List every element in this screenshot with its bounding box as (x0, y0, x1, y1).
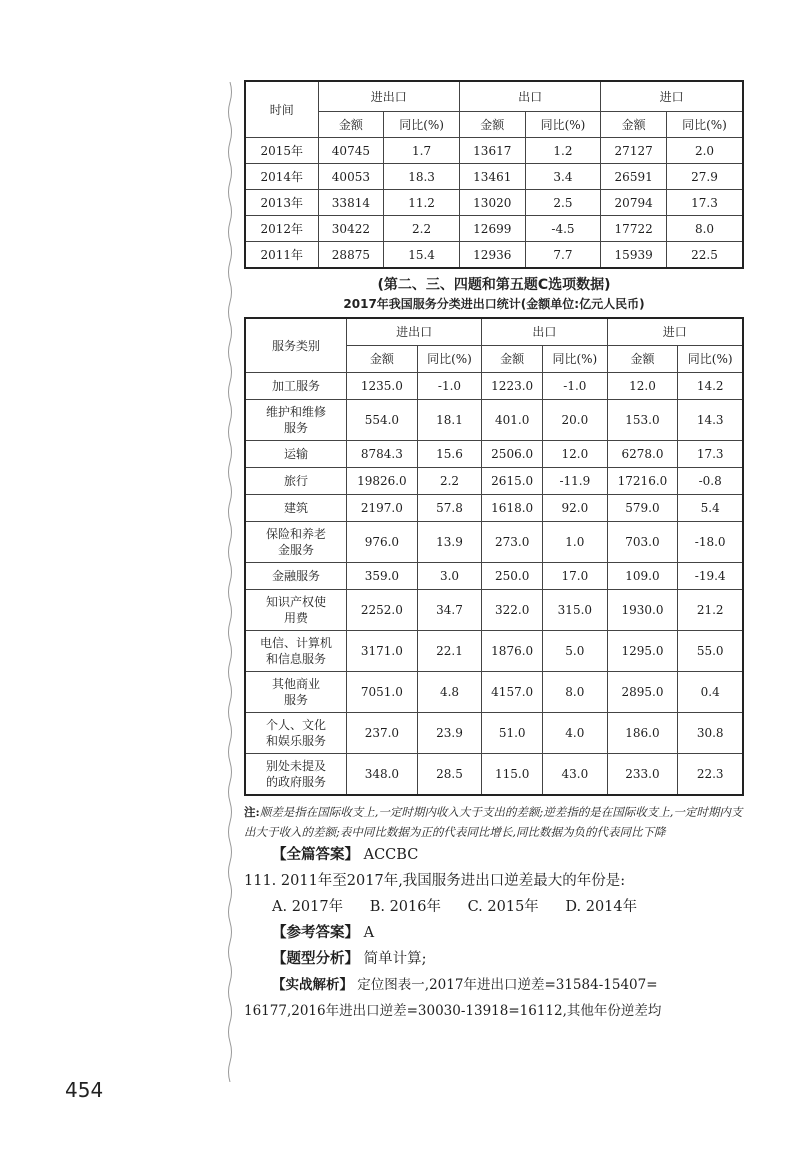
category-header: 服务类别 (245, 318, 347, 373)
group-header-import: 进口 (601, 81, 743, 112)
table-row (245, 522, 743, 563)
table-row (245, 400, 743, 441)
value-cell: 12.0 (607, 373, 678, 400)
value-cell: 6278.0 (607, 441, 678, 468)
value-cell: 2506.0 (482, 441, 543, 468)
value-cell: 14.2 (678, 373, 743, 400)
value-cell: 109.0 (607, 563, 678, 590)
value-cell: 19826.0 (347, 468, 418, 495)
page-number: 454 (65, 1078, 104, 1102)
category-name-part: 建筑 (283, 501, 308, 515)
table-row (245, 713, 743, 754)
value-cell: 2.2 (384, 216, 460, 242)
category-name-part: 电信、计算机 (259, 636, 332, 650)
sub-header: 同比(%) (525, 112, 601, 138)
value-cell: 2252.0 (347, 590, 418, 631)
service-table-body (245, 373, 743, 796)
value-cell: 233.0 (607, 754, 678, 796)
value-cell: 12.0 (543, 441, 607, 468)
value-cell: 186.0 (607, 713, 678, 754)
option-b: B. 2016年 (369, 899, 441, 915)
category-name-part: 和娱乐服务 (265, 734, 326, 748)
value-cell: 17.3 (678, 441, 743, 468)
value-cell: 27.9 (666, 164, 743, 190)
value-cell: 8.0 (666, 216, 743, 242)
full-answer (244, 842, 744, 868)
value-cell: 13617 (459, 138, 525, 164)
category-cell (245, 672, 347, 713)
category-name-part: 旅行 (283, 474, 308, 488)
value-cell: 1.7 (384, 138, 460, 164)
table-row (245, 754, 743, 796)
sub-header: 金额 (601, 112, 667, 138)
group-header-import: 进口 (607, 318, 743, 346)
category-name-part: 维护和维修 (265, 405, 326, 419)
value-cell: 22.5 (666, 242, 743, 269)
question-options (244, 894, 744, 920)
value-cell: 0.4 (678, 672, 743, 713)
value-cell: 12699 (459, 216, 525, 242)
trade-table-body (245, 138, 743, 269)
year-cell: 2015年 (245, 138, 318, 164)
value-cell: -1.0 (417, 373, 481, 400)
value-cell: 1.2 (525, 138, 601, 164)
value-cell: 13020 (459, 190, 525, 216)
category-name-part: 金融服务 (271, 569, 320, 583)
value-cell: 11.2 (384, 190, 460, 216)
table-row (245, 672, 743, 713)
option-c: C. 2015年 (467, 899, 539, 915)
value-cell: -1.0 (543, 373, 607, 400)
value-cell: 1295.0 (607, 631, 678, 672)
value-cell: 1930.0 (607, 590, 678, 631)
table-row (245, 590, 743, 631)
sub-header: 同比(%) (384, 112, 460, 138)
reference-answer-label: 【参考答案】 (272, 925, 359, 941)
table-row (245, 216, 743, 242)
category-cell (245, 468, 347, 495)
value-cell: 30.8 (678, 713, 743, 754)
category-cell (245, 590, 347, 631)
value-cell: 7051.0 (347, 672, 418, 713)
page-content (244, 80, 744, 1024)
value-cell: 153.0 (607, 400, 678, 441)
category-name-part: 服务 (283, 421, 308, 435)
sub-header: 同比(%) (417, 346, 481, 373)
sub-header: 同比(%) (678, 346, 743, 373)
group-header-export: 出口 (459, 81, 600, 112)
value-cell: 1235.0 (347, 373, 418, 400)
group-header-export: 出口 (482, 318, 607, 346)
margin-decorative-line (226, 82, 234, 1082)
value-cell: 15.4 (384, 242, 460, 269)
sub-header: 金额 (318, 112, 384, 138)
value-cell: 4.8 (417, 672, 481, 713)
value-cell: -0.8 (678, 468, 743, 495)
group-header-total: 进出口 (347, 318, 482, 346)
question-type-label: 【题型分析】 (272, 951, 359, 967)
value-cell: 273.0 (482, 522, 543, 563)
value-cell: 359.0 (347, 563, 418, 590)
value-cell: 13.9 (417, 522, 481, 563)
group-header-total: 进出口 (318, 81, 459, 112)
value-cell: 1618.0 (482, 495, 543, 522)
category-name-part: 加工服务 (271, 379, 320, 393)
category-cell (245, 400, 347, 441)
value-cell: 23.9 (417, 713, 481, 754)
category-name-part: 和信息服务 (265, 652, 326, 666)
category-cell (245, 713, 347, 754)
table-row (245, 631, 743, 672)
value-cell: 8.0 (543, 672, 607, 713)
question-type-value: 简单计算; (363, 951, 427, 967)
category-cell (245, 441, 347, 468)
value-cell: 115.0 (482, 754, 543, 796)
time-header: 时间 (245, 81, 318, 138)
value-cell: 57.8 (417, 495, 481, 522)
value-cell: 12936 (459, 242, 525, 269)
category-name-part: 服务 (283, 693, 308, 707)
value-cell: 976.0 (347, 522, 418, 563)
value-cell: 2895.0 (607, 672, 678, 713)
analysis-label: 【实战解析】 (272, 977, 353, 993)
value-cell: 51.0 (482, 713, 543, 754)
category-cell (245, 754, 347, 796)
value-cell: 5.0 (543, 631, 607, 672)
value-cell: 348.0 (347, 754, 418, 796)
note-text: 顺差是指在国际收支上,一定时期内收入大于支出的差额;逆差指的是在国际收支上,一定时期内支出大于收入的差额;表中同比数据为正的代表同比增长,同比数据为负的代表同比下降 (244, 805, 743, 839)
value-cell: -19.4 (678, 563, 743, 590)
value-cell: 250.0 (482, 563, 543, 590)
value-cell: 22.1 (417, 631, 481, 672)
value-cell: 27127 (601, 138, 667, 164)
analysis-line-2: 16177,2016年进出口逆差=30030-13918=16112,其他年份逆差均 (244, 1003, 662, 1019)
category-cell (245, 631, 347, 672)
table-row (245, 495, 743, 522)
value-cell: 26591 (601, 164, 667, 190)
table-title: 2017年我国服务分类进出口统计(金额单位:亿元人民币) (343, 297, 645, 311)
option-a: A. 2017年 (272, 899, 344, 915)
sub-header: 金额 (347, 346, 418, 373)
value-cell: 17.0 (543, 563, 607, 590)
table-row (245, 164, 743, 190)
value-cell: 703.0 (607, 522, 678, 563)
table-note-caption: (第二、三、四题和第五题C选项数据) (377, 277, 611, 293)
value-cell: 17.3 (666, 190, 743, 216)
category-cell (245, 373, 347, 400)
value-cell: 579.0 (607, 495, 678, 522)
value-cell: 7.7 (525, 242, 601, 269)
value-cell: 1223.0 (482, 373, 543, 400)
value-cell: 5.4 (678, 495, 743, 522)
value-cell: 15.6 (417, 441, 481, 468)
table-row (245, 242, 743, 269)
table-row (245, 563, 743, 590)
value-cell: 21.2 (678, 590, 743, 631)
value-cell: 13461 (459, 164, 525, 190)
value-cell: 28.5 (417, 754, 481, 796)
value-cell: 17216.0 (607, 468, 678, 495)
year-cell: 2011年 (245, 242, 318, 269)
value-cell: 40745 (318, 138, 384, 164)
value-cell: -18.0 (678, 522, 743, 563)
value-cell: 18.3 (384, 164, 460, 190)
analysis-text-1: 定位图表一,2017年进出口逆差=31584-15407= (357, 977, 658, 993)
value-cell: 2.0 (666, 138, 743, 164)
sub-header: 金额 (482, 346, 543, 373)
table-row (245, 468, 743, 495)
category-cell (245, 563, 347, 590)
year-cell: 2012年 (245, 216, 318, 242)
category-name-part: 金服务 (277, 543, 314, 557)
table-row (245, 441, 743, 468)
sub-header: 金额 (459, 112, 525, 138)
reference-answer-value: A (363, 925, 375, 941)
value-cell: 401.0 (482, 400, 543, 441)
value-cell: 322.0 (482, 590, 543, 631)
analysis-line-1 (244, 972, 744, 998)
reference-answer (244, 920, 744, 946)
question-text: 111. 2011年至2017年,我国服务进出口逆差最大的年份是: (244, 873, 626, 889)
value-cell: 2.5 (525, 190, 601, 216)
value-cell: 92.0 (543, 495, 607, 522)
category-cell (245, 522, 347, 563)
value-cell: 1.0 (543, 522, 607, 563)
category-name-part: 个人、文化 (265, 718, 326, 732)
value-cell: 2615.0 (482, 468, 543, 495)
value-cell: 4.0 (543, 713, 607, 754)
category-name-part: 的政府服务 (265, 775, 326, 789)
question-type (244, 946, 744, 972)
value-cell: -11.9 (543, 468, 607, 495)
value-cell: 15939 (601, 242, 667, 269)
service-trade-table-2017 (244, 317, 744, 796)
trade-table-2011-2015 (244, 80, 744, 269)
value-cell: 315.0 (543, 590, 607, 631)
value-cell: 22.3 (678, 754, 743, 796)
option-d: D. 2014年 (565, 899, 638, 915)
table-row (245, 373, 743, 400)
value-cell: 2197.0 (347, 495, 418, 522)
value-cell: 554.0 (347, 400, 418, 441)
value-cell: 14.3 (678, 400, 743, 441)
value-cell: -4.5 (525, 216, 601, 242)
value-cell: 20.0 (543, 400, 607, 441)
value-cell: 30422 (318, 216, 384, 242)
value-cell: 8784.3 (347, 441, 418, 468)
value-cell: 3171.0 (347, 631, 418, 672)
category-cell (245, 495, 347, 522)
table-footnote (244, 802, 744, 842)
value-cell: 43.0 (543, 754, 607, 796)
value-cell: 55.0 (678, 631, 743, 672)
sub-header: 金额 (607, 346, 678, 373)
sub-header: 同比(%) (543, 346, 607, 373)
category-name-part: 其他商业 (271, 677, 320, 691)
category-name-part: 别处未提及 (265, 759, 326, 773)
value-cell: 33814 (318, 190, 384, 216)
value-cell: 2.2 (417, 468, 481, 495)
category-name-part: 运输 (283, 447, 308, 461)
value-cell: 3.4 (525, 164, 601, 190)
category-name-part: 保险和养老 (265, 527, 326, 541)
category-name-part: 用费 (283, 611, 308, 625)
value-cell: 28875 (318, 242, 384, 269)
value-cell: 3.0 (417, 563, 481, 590)
full-answer-label: 【全篇答案】 (272, 847, 359, 863)
value-cell: 18.1 (417, 400, 481, 441)
value-cell: 34.7 (417, 590, 481, 631)
full-answer-value: ACCBC (363, 847, 419, 863)
value-cell: 237.0 (347, 713, 418, 754)
sub-header: 同比(%) (666, 112, 743, 138)
value-cell: 17722 (601, 216, 667, 242)
year-cell: 2013年 (245, 190, 318, 216)
table-row (245, 190, 743, 216)
value-cell: 4157.0 (482, 672, 543, 713)
note-label: 注: (244, 805, 260, 819)
category-name-part: 知识产权使 (265, 595, 326, 609)
table-row (245, 138, 743, 164)
value-cell: 40053 (318, 164, 384, 190)
value-cell: 20794 (601, 190, 667, 216)
value-cell: 1876.0 (482, 631, 543, 672)
year-cell: 2014年 (245, 164, 318, 190)
